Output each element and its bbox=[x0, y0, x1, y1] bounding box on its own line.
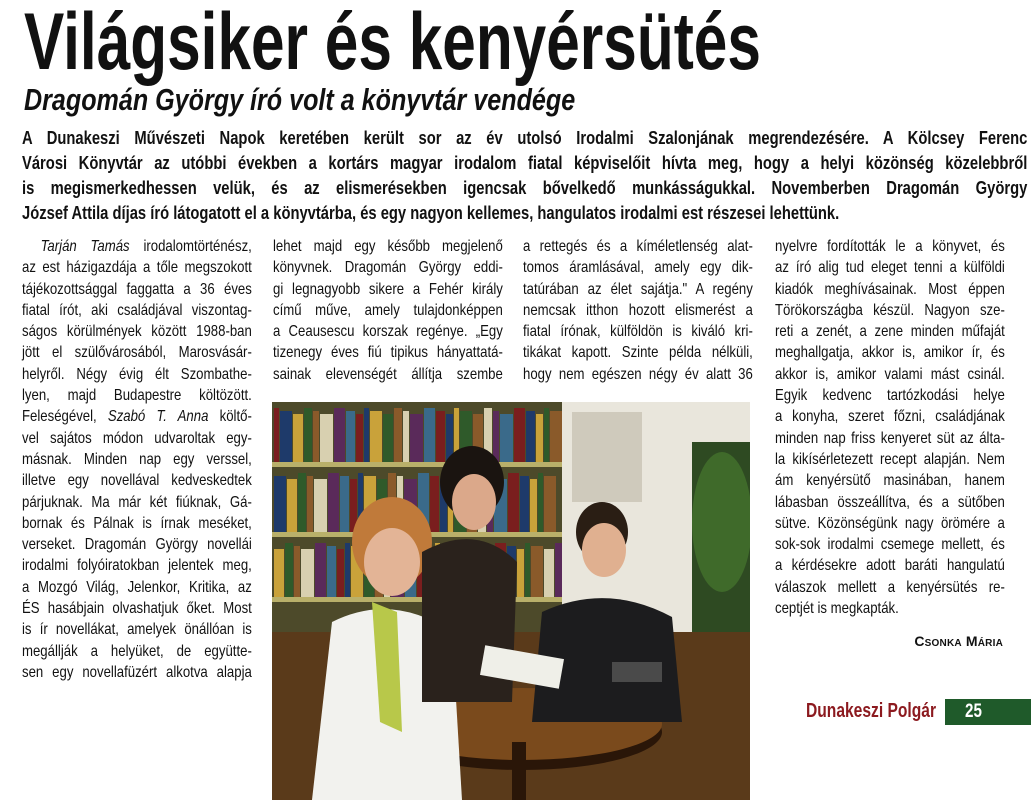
body-text-line bbox=[22, 513, 252, 534]
text-segment: válaszok mellett a kenyérsütés re- bbox=[775, 578, 1005, 596]
book-spine bbox=[555, 543, 563, 597]
text-segment: ám kenyérsütő masinában, hanem bbox=[775, 472, 1005, 490]
text-segment: gi legnagyobb sikere a Fehér király bbox=[273, 280, 503, 298]
body-text-line bbox=[22, 598, 252, 619]
text-segment: tikákat kapott. Szinte példa nélküli, bbox=[523, 344, 753, 362]
text-segment: az író alig tud eleget tenni a külföldi bbox=[775, 259, 1005, 277]
text-segment: nemcsak itthon hozott elismerést a bbox=[523, 301, 753, 319]
article-photo bbox=[272, 402, 750, 800]
book-spine bbox=[307, 476, 313, 532]
book-spine bbox=[294, 546, 300, 597]
book-spine bbox=[364, 408, 369, 462]
body-text-line bbox=[523, 300, 753, 321]
text-segment: jött el szülővárosából, Marosvásár- bbox=[22, 344, 252, 362]
book-spine bbox=[334, 408, 345, 462]
text-segment: helyről. Négy évig élt Szombathe- bbox=[22, 365, 252, 383]
body-text-line bbox=[22, 279, 252, 300]
text-segment: minden nap friss kenyeret süt az álta- bbox=[775, 429, 1005, 447]
book-spine bbox=[370, 411, 382, 462]
text-segment: fiatal írónak, külföldön is kiváló kri- bbox=[523, 323, 753, 341]
body-text-line bbox=[775, 449, 1005, 470]
text-segment: megállják a helyüket, de együtte- bbox=[22, 642, 252, 660]
book-spine bbox=[544, 549, 554, 597]
body-text-line bbox=[273, 236, 503, 257]
body-text-line bbox=[775, 385, 1005, 406]
text-segment: hogy nem egészen négy év alatt 36 bbox=[523, 365, 753, 383]
text-segment: könyvnek. Dragomán György eddi- bbox=[273, 259, 503, 277]
text-segment: irodalmi folyóiratokban jelentek meg, bbox=[22, 557, 252, 575]
text-segment: sok-sok irodalmi csemege mellett, és bbox=[775, 536, 1005, 554]
book-spine bbox=[287, 479, 297, 532]
body-text-line bbox=[775, 555, 1005, 576]
text-segment: tájékozottsággal faggatta a 36 éves bbox=[22, 280, 252, 298]
text-segment: verseket. Dragomán György novellái bbox=[22, 536, 252, 554]
text-segment: bornak és Pálnak is írnak meséket, bbox=[22, 514, 252, 532]
body-text-line bbox=[22, 300, 252, 321]
text-segment: illetve egy novellával kedveskedtek bbox=[22, 472, 252, 490]
body-text-line bbox=[22, 364, 252, 385]
text-segment: a kérdésekre adott baráti hangulatú bbox=[775, 557, 1005, 575]
body-text-line bbox=[273, 321, 503, 342]
body-text-line bbox=[775, 236, 1005, 257]
book-spine bbox=[550, 411, 562, 462]
text-segment: sainak elevenségét állítja szembe bbox=[273, 365, 503, 383]
book-spine bbox=[340, 476, 349, 532]
book-spine bbox=[280, 411, 292, 462]
body-text-line bbox=[22, 257, 252, 278]
book-spine bbox=[493, 411, 499, 462]
book-spine bbox=[356, 414, 363, 462]
body-text-line bbox=[523, 342, 753, 363]
body-column-3 bbox=[523, 236, 753, 385]
book-spine bbox=[530, 479, 537, 532]
text-segment: sütve. Közönségünk nagy örömére a bbox=[775, 514, 1005, 532]
book-spine bbox=[436, 411, 445, 462]
body-text-line bbox=[22, 449, 252, 470]
body-text-line bbox=[523, 279, 753, 300]
book-spine bbox=[403, 411, 409, 462]
book-spine bbox=[394, 408, 402, 462]
body-text-line bbox=[775, 492, 1005, 513]
text-segment: tatúrában az élet sajátja." A regény bbox=[523, 280, 753, 298]
body-text-line bbox=[22, 577, 252, 598]
book-spine bbox=[424, 408, 435, 462]
book-spine bbox=[346, 411, 355, 462]
text-segment: kiadók meghívásainak. Most éppen bbox=[775, 280, 1005, 298]
body-text-line bbox=[273, 364, 503, 385]
book-spine bbox=[320, 414, 333, 462]
body-text-line bbox=[775, 321, 1005, 342]
book-spine bbox=[544, 476, 556, 532]
text-segment: nyelvre fordították le a könyvet, és bbox=[775, 238, 1005, 255]
lead-line: is megismerkedhessen velük, és az elismerésekben igencsak bővelkedő munkásságukkal. Novemberben Dragomán György bbox=[22, 178, 1028, 198]
body-text-line bbox=[22, 534, 252, 555]
book-spine bbox=[274, 549, 284, 597]
body-text-line bbox=[22, 641, 252, 662]
body-text-line bbox=[22, 342, 252, 363]
text-segment: lábasban összeállítva, és a sütőben bbox=[775, 493, 1005, 511]
book-spine bbox=[508, 473, 519, 532]
text-segment: meghallgatja, akkor is, amikor ír, és bbox=[775, 344, 1005, 362]
text-segment: vel sajátos módon udvaroltak egy- bbox=[22, 429, 252, 447]
body-text-line bbox=[775, 300, 1005, 321]
book-spine bbox=[293, 414, 303, 462]
text-segment: lehet majd egy később megjelenő bbox=[273, 238, 503, 255]
lead-line: Városi Könyvtár az utóbbi években a kortárs magyar irodalom fiatal képviselőit hívta meg, hogy a helyi közönség közelebbről bbox=[22, 153, 1028, 173]
text-segment: lyen, majd Budapestre költözött. bbox=[22, 387, 252, 405]
text-segment: a Ceausescu korszak regénye. „Egy bbox=[273, 323, 503, 341]
body-text-line bbox=[22, 555, 252, 576]
text-segment: a Mozgó Világ, Jelenkor, Kritika, az bbox=[22, 578, 252, 596]
text-segment: tomos áramlásával, amely egy dik- bbox=[523, 259, 753, 277]
book-spine bbox=[327, 546, 336, 597]
book-spine bbox=[304, 408, 312, 462]
body-text-line bbox=[775, 513, 1005, 534]
book-spine bbox=[531, 546, 543, 597]
body-text-line bbox=[775, 342, 1005, 363]
page-number-box bbox=[945, 699, 1031, 725]
book-spine bbox=[526, 411, 535, 462]
text-segment: ceptjét is megkapták. bbox=[775, 600, 899, 618]
text-segment: Feleségével, bbox=[22, 408, 108, 426]
photo-illustration bbox=[272, 402, 750, 800]
body-text-line bbox=[523, 236, 753, 257]
book-spine bbox=[337, 549, 344, 597]
text-segment: reti a zenét, a zene minden műfaját bbox=[775, 323, 1005, 341]
book-spine bbox=[315, 543, 326, 597]
body-text-line bbox=[775, 279, 1005, 300]
text-segment: költő- bbox=[208, 408, 252, 426]
book-spine bbox=[313, 411, 319, 462]
body-text-line bbox=[775, 470, 1005, 491]
book-spine bbox=[328, 473, 339, 532]
book-spine bbox=[345, 543, 350, 597]
lead-line: A Dunakeszi Művészeti Napok keretében került sor az év utolsó Irodalmi Szalonjának megrendezésére. A Kölcsey Ferenc bbox=[22, 128, 1028, 148]
book-spine bbox=[514, 408, 525, 462]
article-lead bbox=[22, 126, 1027, 226]
italic-name: Tarján Tamás bbox=[40, 238, 130, 255]
article-title: Világsiker és kenyérsütés bbox=[24, 0, 761, 87]
text-segment: című műve, amely tulajdonképpen bbox=[273, 301, 503, 319]
body-text-line bbox=[523, 257, 753, 278]
text-segment: a rettegés és a kíméletlenség alat- bbox=[523, 238, 753, 255]
body-text-line bbox=[775, 428, 1005, 449]
book-spine bbox=[525, 543, 530, 597]
body-text-line bbox=[775, 577, 1005, 598]
book-spine bbox=[536, 414, 543, 462]
publication-name: Dunakeszi Polgár bbox=[806, 700, 937, 722]
body-text-line bbox=[775, 364, 1005, 385]
book-spine bbox=[383, 414, 393, 462]
author-name: Csonka Mária bbox=[914, 633, 1003, 649]
body-text-line bbox=[273, 257, 503, 278]
lead-line: József Attila díjas író látogatott el a könyvtárba, és egy nagyon kellemes, hangulatos irodalmi est részesei lehettünk. bbox=[22, 203, 840, 223]
book-spine bbox=[274, 476, 286, 532]
book-spine bbox=[520, 476, 529, 532]
book-spine bbox=[538, 473, 543, 532]
text-segment: párjuknak. Ma már két fiúknak, Gá- bbox=[22, 493, 252, 511]
book-spine bbox=[430, 476, 439, 532]
text-segment: la kikísérletezett recept alapján. Nem bbox=[775, 450, 1005, 468]
book-spine bbox=[500, 414, 513, 462]
body-text-line bbox=[273, 279, 503, 300]
body-text-line bbox=[22, 428, 252, 449]
text-segment: ságos körülmények között 1988-ban bbox=[22, 323, 252, 341]
body-text-line bbox=[22, 406, 252, 427]
text-segment: ÉS hasábjain olvashatjuk őket. Most bbox=[22, 600, 252, 618]
book-spine bbox=[301, 549, 314, 597]
body-text-line bbox=[273, 342, 503, 363]
body-text-line bbox=[22, 492, 252, 513]
body-column-4 bbox=[775, 236, 1005, 619]
page-number: 25 bbox=[965, 701, 982, 722]
body-text-line bbox=[775, 406, 1005, 427]
body-text-line bbox=[22, 662, 252, 683]
body-text-line bbox=[523, 321, 753, 342]
text-segment: Törökországba készül. Nagyon sze- bbox=[775, 301, 1005, 319]
book-spine bbox=[274, 408, 279, 462]
body-column-1 bbox=[22, 236, 252, 683]
book-spine bbox=[298, 473, 306, 532]
book-spine bbox=[517, 549, 524, 597]
text-segment: az est házigazdája a tőle megszokott bbox=[22, 259, 252, 277]
text-segment: is ír novellákat, amelyek önállóan is bbox=[22, 621, 252, 639]
body-text-line bbox=[523, 364, 753, 385]
book-spine bbox=[285, 543, 293, 597]
text-segment: a konyha, szeret főzni, családjának bbox=[775, 408, 1005, 426]
text-segment: másnak. Minden nap egy verssel, bbox=[22, 450, 252, 468]
book-spine bbox=[544, 408, 549, 462]
text-segment: akkor is, amikor valami mást csinál. bbox=[775, 365, 1005, 383]
text-segment: fiatal írót, aki családjával viszontag- bbox=[22, 301, 252, 319]
book-spine bbox=[410, 414, 423, 462]
body-text-line bbox=[22, 385, 252, 406]
body-text-line bbox=[273, 300, 503, 321]
text-segment: sen egy novellafüzért alkotva alapja bbox=[22, 663, 252, 681]
text-segment: tizenegy éves fiú tipikus hányattatá- bbox=[273, 344, 503, 362]
book-spine bbox=[314, 479, 327, 532]
italic-name: Szabó T. Anna bbox=[107, 408, 209, 426]
text-segment: Egyik kedvenc tartózkodási helye bbox=[775, 387, 1005, 405]
article-subtitle: Dragomán György író volt a könyvtár vendége bbox=[24, 82, 576, 117]
body-text-line bbox=[22, 619, 252, 640]
body-text-line bbox=[775, 257, 1005, 278]
body-text-line bbox=[775, 534, 1005, 555]
body-text-line bbox=[775, 598, 1005, 619]
body-text-line bbox=[22, 321, 252, 342]
body-text-line bbox=[22, 470, 252, 491]
text-segment: irodalomtörténész, bbox=[129, 238, 252, 255]
body-column-2 bbox=[273, 236, 503, 385]
body-text-line bbox=[22, 236, 252, 257]
article-byline bbox=[914, 633, 1003, 649]
